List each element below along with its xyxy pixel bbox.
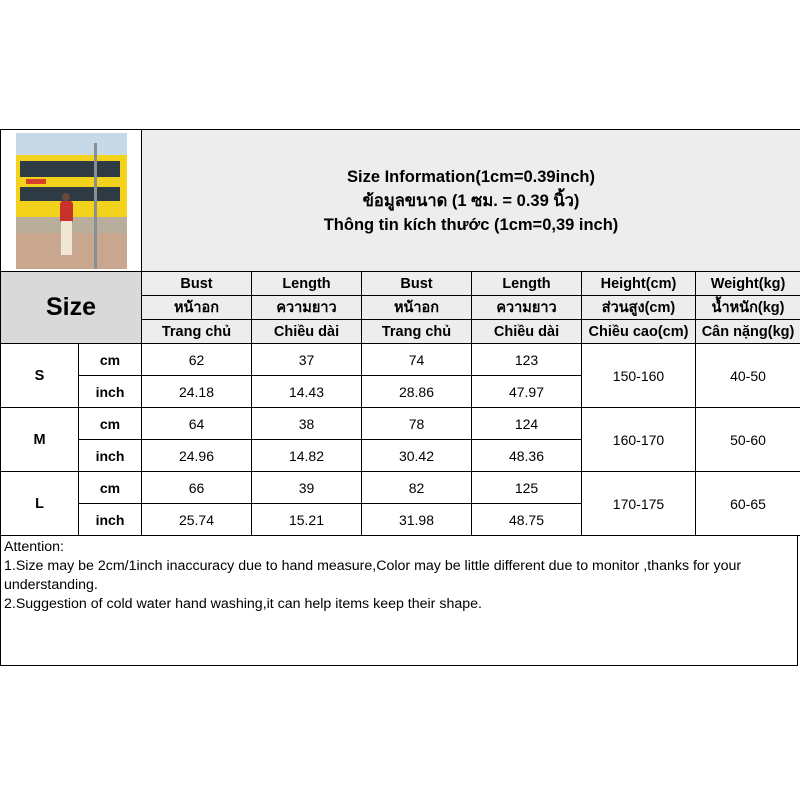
unit-label: cm bbox=[79, 344, 142, 376]
bust-value: 25.74 bbox=[142, 504, 252, 536]
size-label: S bbox=[1, 344, 79, 408]
column-header-length-th: ความยาว bbox=[472, 296, 582, 320]
length-value: 48.75 bbox=[472, 504, 582, 536]
bust-value: 30.42 bbox=[362, 440, 472, 472]
unit-label: cm bbox=[79, 472, 142, 504]
weight-range: 50-60 bbox=[696, 408, 800, 472]
column-header-height-th: ส่วนสูง(cm) bbox=[582, 296, 696, 320]
bust-value: 28.86 bbox=[362, 376, 472, 408]
attention-heading: Attention: bbox=[4, 539, 64, 555]
bust-value: 74 bbox=[362, 344, 472, 376]
product-photo bbox=[16, 133, 127, 269]
title-english: Size Information(1cm=0.39inch) bbox=[346, 167, 596, 186]
column-header-length-en: Length bbox=[252, 272, 362, 296]
bust-value: 82 bbox=[362, 472, 472, 504]
unit-label: cm bbox=[79, 408, 142, 440]
bust-value: 78 bbox=[362, 408, 472, 440]
bust-value: 24.18 bbox=[142, 376, 252, 408]
bust-value: 64 bbox=[142, 408, 252, 440]
length-value: 125 bbox=[472, 472, 582, 504]
size-label: L bbox=[1, 472, 79, 536]
column-header-bust-en: Bust bbox=[142, 272, 252, 296]
size-table bbox=[0, 129, 800, 536]
column-header-weight-th: น้ำหนัก(kg) bbox=[696, 296, 800, 320]
column-header-height-en: Height(cm) bbox=[582, 272, 696, 296]
table-row bbox=[1, 408, 800, 440]
bust-value: 31.98 bbox=[362, 504, 472, 536]
unit-label: inch bbox=[79, 504, 142, 536]
unit-label: inch bbox=[79, 440, 142, 472]
weight-range: 40-50 bbox=[696, 344, 800, 408]
length-value: 14.43 bbox=[252, 376, 362, 408]
bust-value: 66 bbox=[142, 472, 252, 504]
column-header-length-vi: Chiều dài bbox=[472, 320, 582, 344]
product-photo-illustration bbox=[16, 133, 127, 269]
size-header: Size bbox=[1, 272, 142, 344]
column-header-weight-vi: Cân nặng(kg) bbox=[696, 320, 800, 344]
column-header-bust-vi: Trang chủ bbox=[362, 320, 472, 344]
attention-notes bbox=[0, 536, 798, 666]
title-vietnamese: Thông tin kích thước (1cm=0,39 inch) bbox=[323, 215, 619, 234]
length-value: 39 bbox=[252, 472, 362, 504]
table-row bbox=[1, 472, 800, 504]
column-header-length-vi: Chiều dài bbox=[252, 320, 362, 344]
bust-value: 24.96 bbox=[142, 440, 252, 472]
length-value: 15.21 bbox=[252, 504, 362, 536]
height-range: 170-175 bbox=[582, 472, 696, 536]
size-chart-sheet bbox=[0, 129, 800, 666]
column-header-height-vi: Chiều cao(cm) bbox=[582, 320, 696, 344]
height-range: 150-160 bbox=[582, 344, 696, 408]
table-row bbox=[1, 344, 800, 376]
height-range: 160-170 bbox=[582, 408, 696, 472]
length-value: 48.36 bbox=[472, 440, 582, 472]
length-value: 37 bbox=[252, 344, 362, 376]
weight-range: 60-65 bbox=[696, 472, 800, 536]
product-photo-cell bbox=[1, 130, 142, 272]
column-header-bust-en: Bust bbox=[362, 272, 472, 296]
column-header-bust-th: หน้าอก bbox=[362, 296, 472, 320]
attention-note-2: 2.Suggestion of cold water hand washing,it can help items keep their shape. bbox=[4, 596, 482, 612]
length-value: 123 bbox=[472, 344, 582, 376]
length-value: 47.97 bbox=[472, 376, 582, 408]
title-thai: ข้อมูลขนาด (1 ซม. = 0.39 นิ้ว) bbox=[362, 191, 580, 210]
column-header-length-en: Length bbox=[472, 272, 582, 296]
length-value: 38 bbox=[252, 408, 362, 440]
column-header-weight-en: Weight(kg) bbox=[696, 272, 800, 296]
length-value: 14.82 bbox=[252, 440, 362, 472]
attention-note-1: 1.Size may be 2cm/1inch inaccuracy due to hand measure,Color may be little different due to monitor ,thanks for your understanding. bbox=[4, 558, 742, 593]
size-label: M bbox=[1, 408, 79, 472]
length-value: 124 bbox=[472, 408, 582, 440]
column-header-length-th: ความยาว bbox=[252, 296, 362, 320]
column-header-bust-th: หน้าอก bbox=[142, 296, 252, 320]
column-header-bust-vi: Trang chủ bbox=[142, 320, 252, 344]
size-information-title bbox=[142, 130, 800, 272]
unit-label: inch bbox=[79, 376, 142, 408]
bust-value: 62 bbox=[142, 344, 252, 376]
